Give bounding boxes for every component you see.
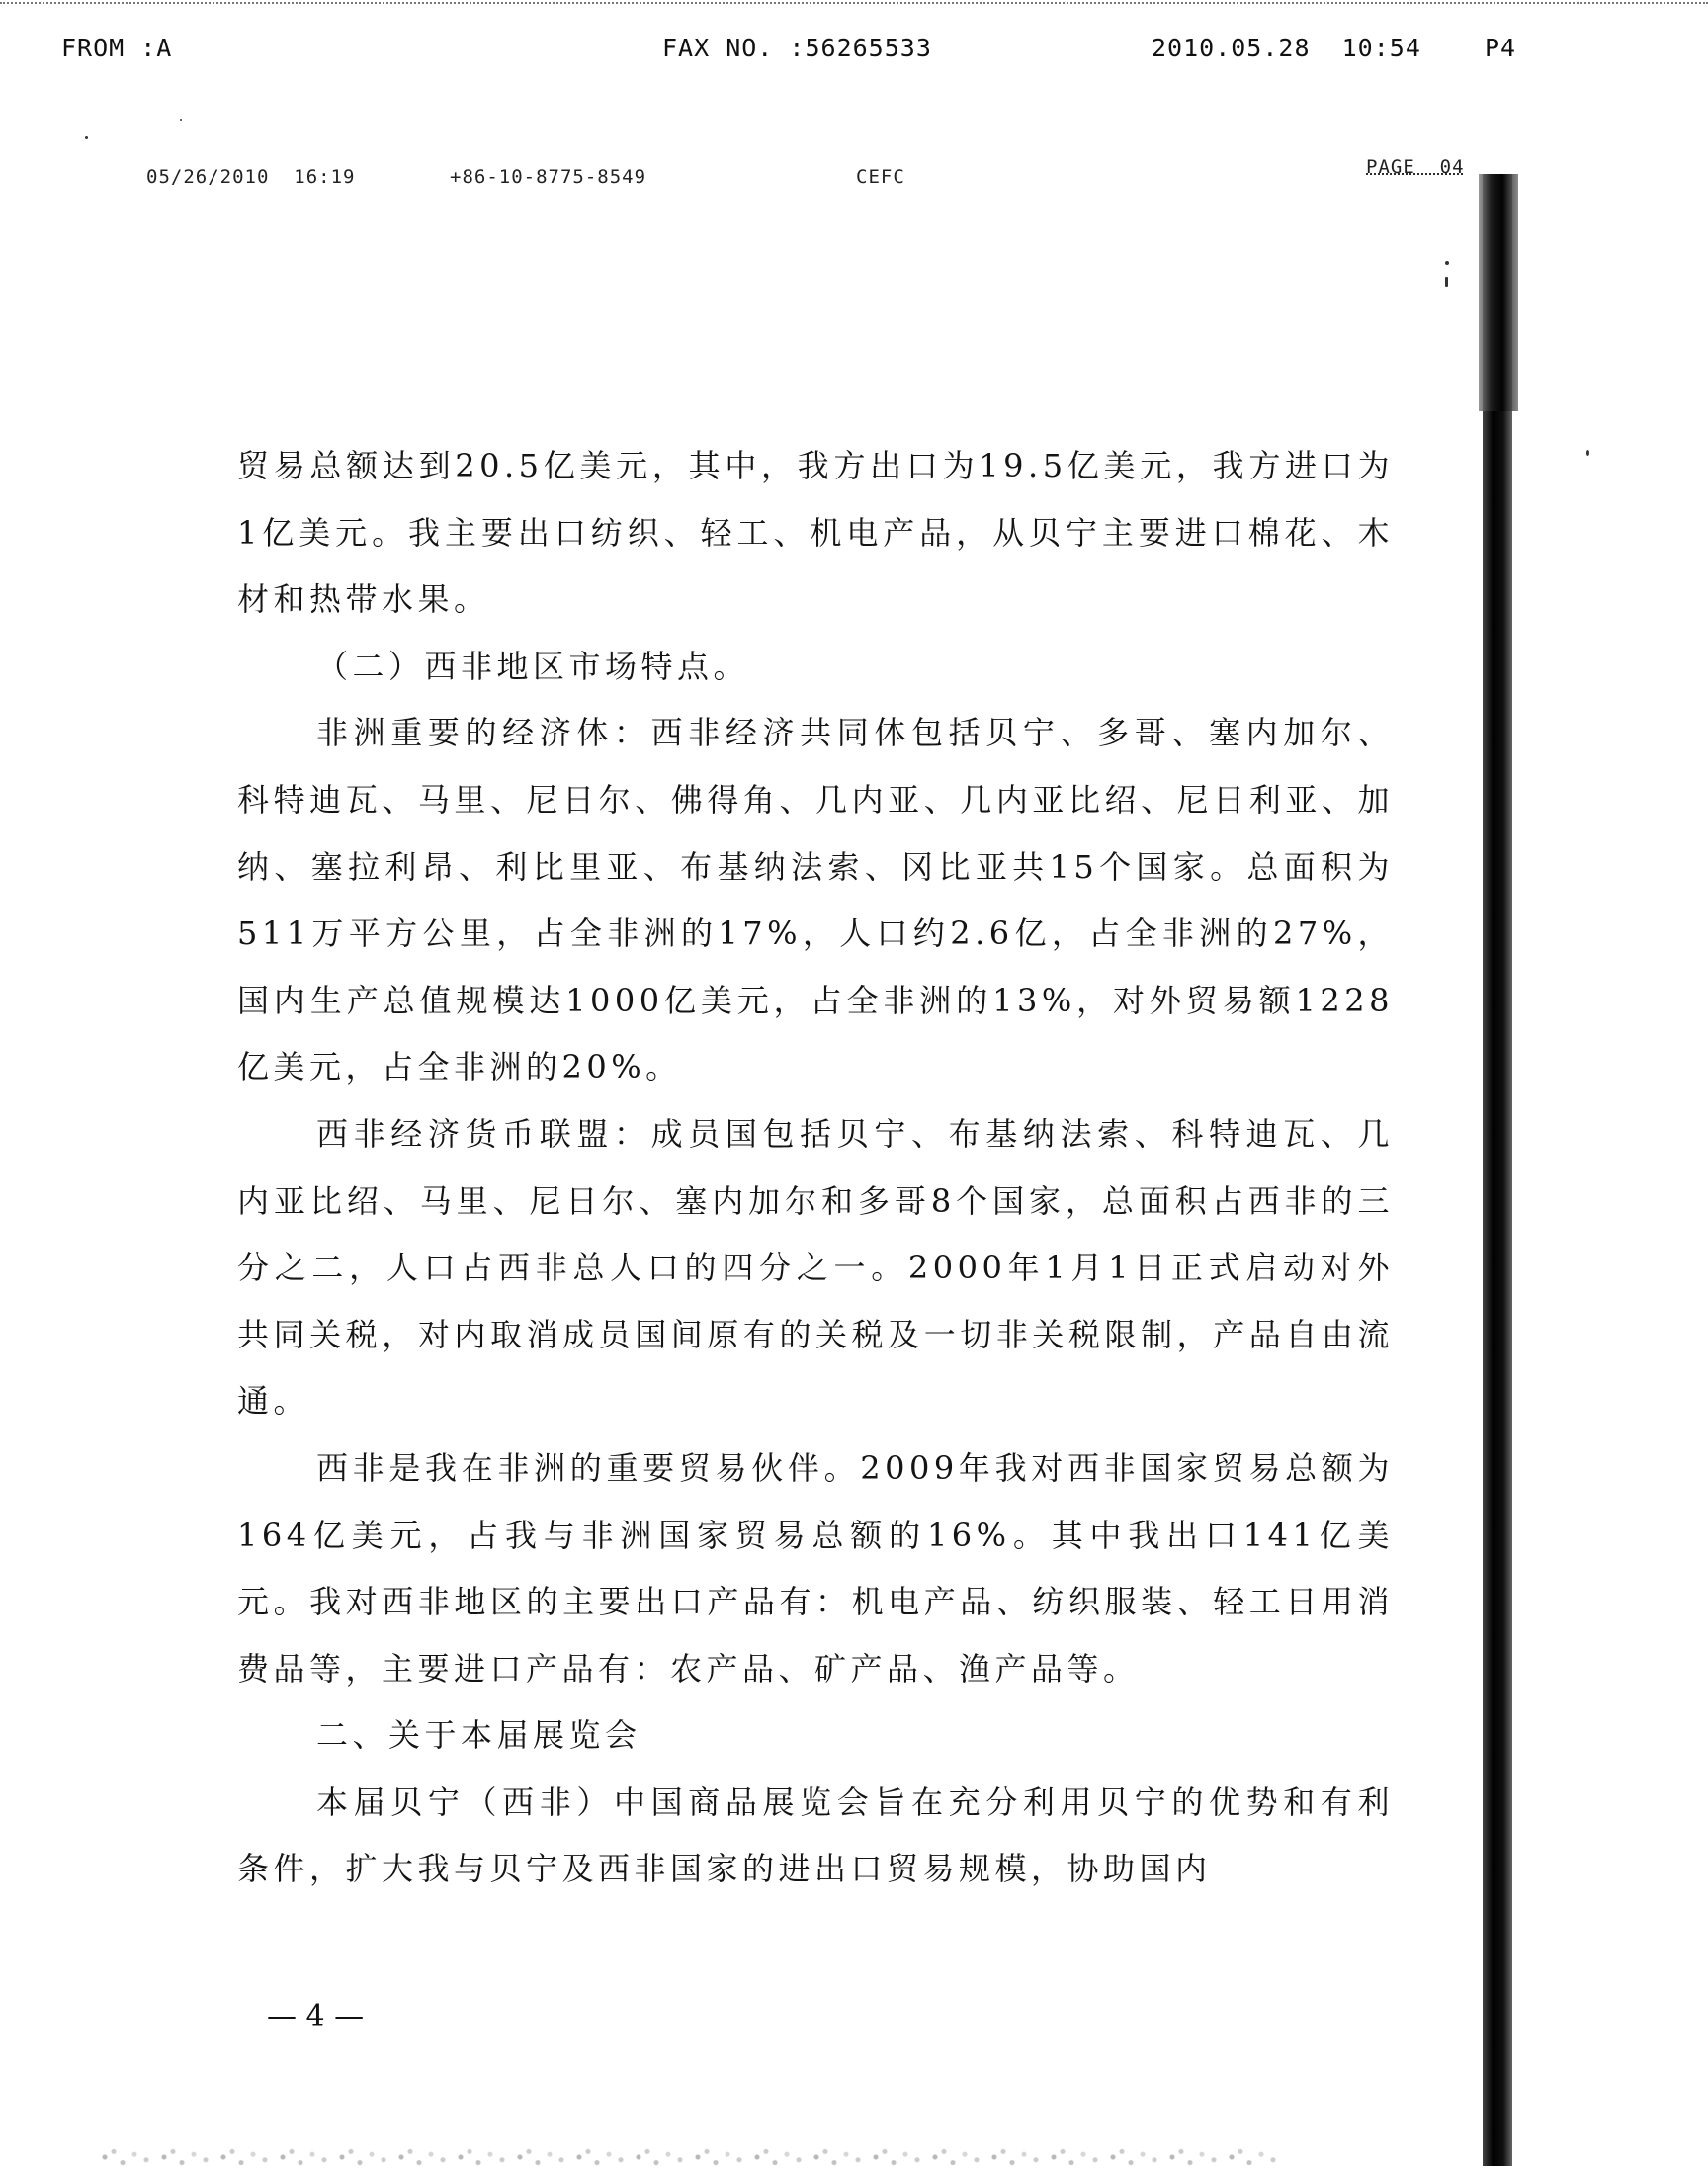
fax-number: FAX NO. :56265533 [662,34,932,62]
section-heading-exhibition: 二、关于本届展览会 [316,1716,641,1755]
scan-speck [1445,277,1448,287]
fax-sender-name: CEFC [856,166,905,188]
scan-speck [1586,450,1589,456]
section-heading-west-africa: （二）西非地区市场特点。 [316,647,750,685]
paragraph-ecowas: 非洲重要的经济体：西非经济共同体包括贝宁、多哥、塞内加尔、科特迪瓦、马里、尼日尔、佛得角、几内亚、几内亚比绍、尼日利亚、加纳、塞拉利昂、利比里亚、布基纳法索、冈比亚共15个国家。总面积为511万平方公里，占全非洲的17%，人口约2.6亿，占全非洲的27%，国内生产总值规模达1000亿美元，占全非洲的13%，对外贸易额1228亿美元，占全非洲的20%。 [237,714,1394,1086]
scan-noise [99,2143,1285,2171]
scan-speck [85,136,88,139]
fax-sent-datetime: 05/26/2010 16:19 [146,166,356,188]
scan-edge-bar [1483,174,1512,2166]
paragraph-waemu: 西非经济货币联盟：成员国包括贝宁、布基纳法索、科特迪瓦、几内亚比绍、马里、尼日尔、塞内加尔和多哥8个国家，总面积占西非的三分之二，人口占西非总人口的四分之一。2000年1月1日正式启动对外共同关税，对内取消成员国间原有的关税及一切非关税限制，产品自由流通。 [237,1114,1394,1421]
scan-edge-bar-top [1479,174,1518,411]
fax-page-label: PAGE 04 [1366,156,1465,178]
document-body [237,433,1394,1903]
fax-from: FROM :A [61,34,173,62]
fax-sender-phone: +86-10-8775-8549 [450,166,647,188]
fax-page: P4 [1485,34,1517,62]
fax-top-border [0,2,1708,4]
paragraph-trade-partner: 西非是我在非洲的重要贸易伙伴。2009年我对西非国家贸易总额为164亿美元，占我与非洲国家贸易总额的16%。其中我出口141亿美元。我对西非地区的主要出口产品有：机电产品、纺织服装、轻工日用消费品等，主要进口产品有：农产品、矿产品、渔产品等。 [237,1448,1394,1688]
page-number: — 4 — [267,1999,365,2034]
fax-datetime: 2010.05.28 10:54 [1152,34,1421,62]
paragraph-trade-benin: 贸易总额达到20.5亿美元，其中，我方出口为19.5亿美元，我方进口为1亿美元。我主要出口纺织、轻工、机电产品，从贝宁主要进口棉花、木材和热带水果。 [237,447,1394,619]
paragraph-exhibition: 本届贝宁（西非）中国商品展览会旨在充分利用贝宁的优势和有利条件，扩大我与贝宁及西非国家的进出口贸易规模，协助国内 [237,1782,1394,1888]
scan-speck [1445,261,1449,265]
scan-speck [180,119,182,121]
